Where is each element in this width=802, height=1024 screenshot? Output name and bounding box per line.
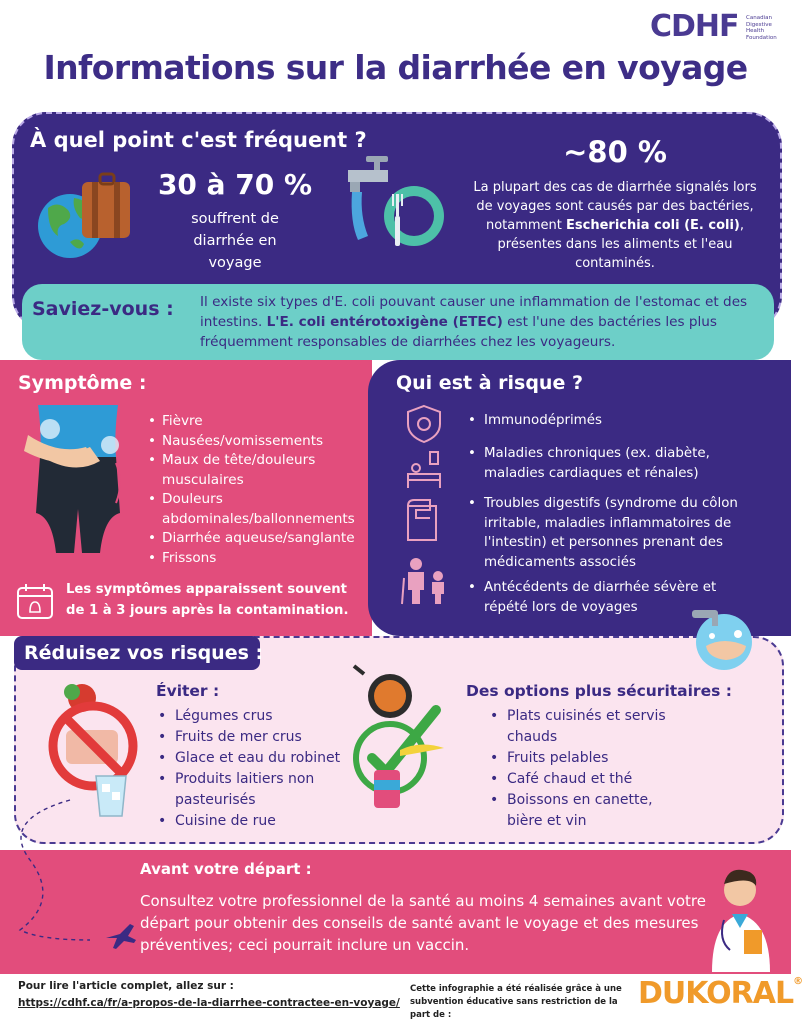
faucet-plate-icon: [344, 150, 454, 260]
article-link[interactable]: https://cdhf.ca/fr/a-propos-de-la-diarrhee-contractee-en-voyage/: [18, 997, 400, 1009]
logo-subtitle: Canadian Digestive Health Foundation: [746, 15, 777, 41]
symptoms-list: [148, 412, 368, 568]
did-you-know-text: Il existe six types d'E. coli pouvant causer une inflammation de l'estomac et des intestins. L'E. coli entérotoxigène (ETEC) est l'une des bactéries les plus fréquemment responsables de diarrhées chez les voyageurs.: [200, 294, 748, 350]
risk-item: • Immunodéprimés: [468, 411, 758, 431]
stat-80-value: ~80 %: [563, 135, 667, 169]
intestine-icon: [400, 500, 444, 548]
list-item: • Boissons en canette, bière et vin: [490, 790, 690, 832]
symptoms-onset-note: Les symptômes apparaissent souvent de 1 à 3 jours après la contamination.: [66, 582, 349, 618]
page-title: Informations sur la diarrhée en voyage: [43, 48, 748, 87]
reduce-risks-heading: Réduisez vos risques :: [24, 642, 264, 664]
safer-options-list: [490, 706, 690, 832]
hospital-bed-icon: [404, 450, 444, 490]
stat-80-text: La plupart des cas de diarrhée signalés lors de voyages sont causés par des bactéries, notamment Escherichia coli (E. coli), présentes dans les aliments et l'eau contaminés.: [473, 180, 757, 271]
departure-text: Consultez votre professionnel de la santé au moins 4 semaines avant votre départ pour obtenir des conseils de santé avant le voyage et des mesures préventives; ceci pourrait inclure un vaccin.: [140, 892, 706, 954]
avoid-heading: Éviter :: [156, 682, 220, 700]
dukoral-logo: DUKORAL®: [638, 976, 802, 1011]
stat-30-70-text: souffrent de diarrhée en voyage: [191, 211, 279, 271]
list-item: • Frissons: [148, 549, 368, 569]
calendar-icon: [16, 582, 56, 620]
list-item: • Fruits pelables: [490, 748, 690, 769]
immune-shield-icon: [404, 404, 444, 444]
cdhf-logo: [650, 10, 785, 44]
list-item: • Douleurs abdominales/ballonnements: [148, 490, 368, 529]
risk-item: • Maladies chroniques (ex. diabète, maladies cardiaques et rénales): [468, 444, 758, 483]
list-item: • Glace et eau du robinet: [158, 748, 358, 769]
risk-item: • Antécédents de diarrhée sévère et répété lors de voyages: [468, 578, 758, 617]
airplane-icon: [10, 800, 140, 950]
no-raw-food-icon: [48, 680, 148, 820]
did-you-know-label: Saviez-vous :: [32, 298, 174, 320]
globe-suitcase-icon: [30, 168, 150, 268]
read-more-text: Pour lire l'article complet, allez sur :: [18, 980, 234, 992]
hand-washing-icon: [688, 606, 760, 670]
list-item: • Légumes crus: [158, 706, 358, 727]
avoid-list: [158, 706, 358, 832]
list-item: • Fruits de mer crus: [158, 727, 358, 748]
frequency-heading: À quel point c'est fréquent ?: [30, 128, 367, 152]
list-item: • Café chaud et thé: [490, 769, 690, 790]
list-item: • Maux de tête/douleurs musculaires: [148, 451, 368, 490]
doctor-icon: [706, 866, 776, 972]
list-item: • Cuisine de rue: [158, 811, 358, 832]
stomach-ache-icon: [20, 405, 135, 555]
list-item: • Fièvre: [148, 412, 368, 432]
list-item: • Plats cuisinés et servis chauds: [490, 706, 690, 748]
stat-30-70-value: 30 à 70 %: [157, 168, 313, 201]
symptoms-heading: Symptôme :: [18, 372, 147, 394]
list-item: • Nausées/vomissements: [148, 432, 368, 452]
safe-food-check-icon: [350, 666, 460, 826]
grant-text: Cette infographie a été réalisée grâce à une subvention éducative sans restriction de la part de :: [410, 984, 622, 1020]
at-risk-heading: Qui est à risque ?: [396, 372, 583, 394]
risk-item: • Troubles digestifs (syndrome du côlon irritable, maladies inflammatoires de l'intestin) et personnes prenant des médicaments associés: [468, 494, 758, 572]
departure-heading: Avant votre départ :: [140, 860, 312, 878]
elderly-child-icon: [398, 556, 452, 606]
list-item: • Produits laitiers non pasteurisés: [158, 769, 358, 811]
list-item: • Diarrhée aqueuse/sanglante: [148, 529, 368, 549]
safer-options-heading: Des options plus sécuritaires :: [466, 682, 732, 700]
logo-text: CDHF: [650, 9, 739, 44]
